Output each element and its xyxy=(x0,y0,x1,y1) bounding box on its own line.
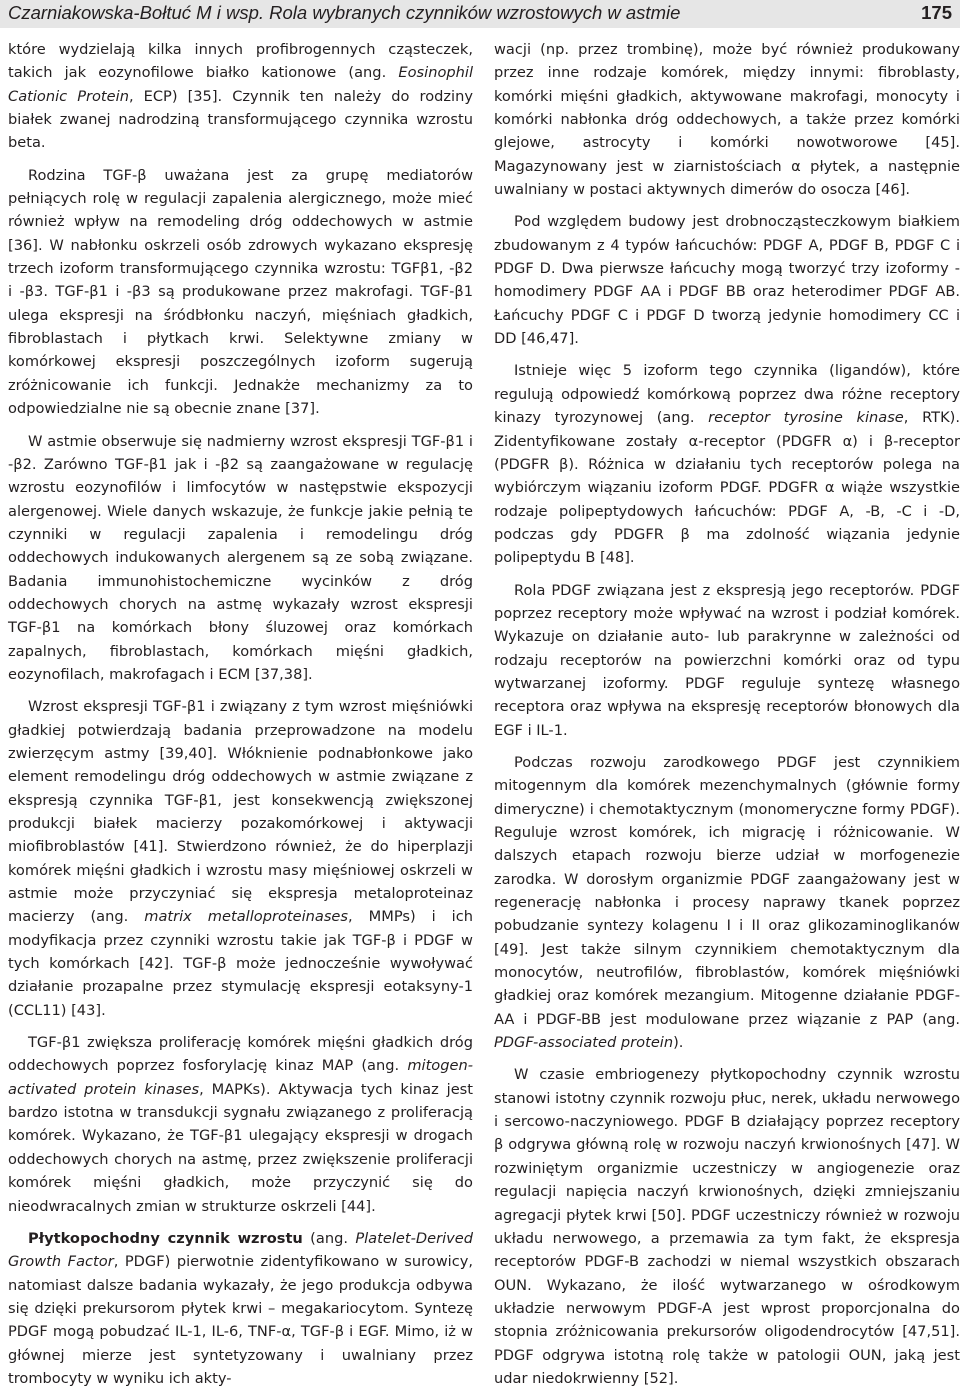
right-column xyxy=(494,38,960,1399)
paragraph-pdgf-intro: Płytkopochodny czynnik wzrostu (ang. Platelet-Derived Growth Factor, PDGF) pierwotnie zidentyfikowano w surowicy, natomiast dalsze badania wykazały, że jego produkcja odbywa się dzięki prekursorom płytek krwi – megakariocytom. Syntezę PDGF mogą pobudzać IL-1, IL-6, TNF-α, TGF-β i EGF. Mimo, iż w głównej mierze jest syntetyzowany i uwalniany przez trombocyty w wyniku ich akty- xyxy=(8,1229,474,1387)
paragraph-pdgf-receptors: Istnieje więc 5 izoform tego czynnika (ligandów), które regulują odpowiedź komórkową poprzez dwa różne receptory kinazy tyrozynowej (ang. receptor tyrosine kinase, RTK). Zidentyfikowane zostały α-receptor (PDGFR α) i β-receptor (PDGFR β). Różnica w działaniu tych receptorów polega na wybiórczym wiązaniu izoform PDGF. PDGFR α wiąże wszystkie rodzaje polipeptydowych łańcuchów: PDGF A, -B, -C i -D, podczas gdy PDGFR β ma zdolność wiązania jedynie polipeptydu B [48]. xyxy=(494,362,960,567)
paragraph-pdgf-embryogenesis: W czasie embriogenezy płytkopochodny czynnik wzrostu stanowi istotny czynnik rozwoju płuc, nerek, układu nerwowego i sercowo-naczyniowego. PDGF B działający poprzez receptory β odgrywa główną rolę w rozwoju naczyń krwionośnych [47]. W rozwiniętym organizmie uczestniczy w angiogenezie oraz regulacji napięcia naczyń krwionośnych, dzięki zmniejszaniu agregacji płytek krwi [50]. PDGF uczestniczy również w rozwoju układu nerwowego, a przemawia za tym fakt, że ekspresja receptorów PDGF-B zachodzi w niemal wszystkich obszarach OUN. Wykazano, że ilość wytwarzanego w ośrodkowym układzie nerwowym PDGF-A jest wprost proporcjonalna do stopnia zróżnicowania prekursorów oligodendrocytów [47,51]. PDGF odgrywa istotną rolę także w patologii OUN, jaką jest udar niedokrwienny [52]. xyxy=(494,1066,960,1387)
paragraph-continued: wacji (np. przez trombinę), może być również produkowany przez inne rodzaje komórek, między innymi: fibroblasty, komórki mięśni gładkich, aktywowane makrofagi, monocyty i komórki nabłonka dróg oddechowych, a także przez komórki glejowe, astrocyty i komórki nowotworowe [45]. Magazynowany jest w ziarnistościach α płytek, a następnie uwalniany w postaci aktywnych dimerów do osocza [46]. xyxy=(494,41,960,199)
running-title: Czarniakowska-Bołtuć M i wsp. Rola wybranych czynników wzrostowych w astmie xyxy=(8,2,681,23)
paragraph-continued: które wydzielają kilka innych profibrogennych cząsteczek, takich jak eozynofilowe białko kationowe (ang. Eosinophil Cationic Protein, ECP) [35]. Czynnik ten należy do rodziny białek zwanej nadrodziną transformującego czynnika wzrostu beta. xyxy=(8,41,473,152)
paragraph-pdgf-structure: Pod względem budowy jest drobnocząsteczkowym białkiem zbudowanym z 4 typów łańcuchów: PDGF A, PDGF B, PDGF C i PDGF D. Dwa pierwsze łańcuchy mogą tworzyć trzy izoformy - homodimery PDGF AA i PDGF BB oraz heterodimer PDGF AB. Łańcuchy PDGF C i PDGF D tworzą jedynie homodimery CC i DD [46,47]. xyxy=(494,213,960,348)
paragraph-tgf-remodeling: Wzrost ekspresji TGF-β1 i związany z tym wzrost mięśniówki gładkiej potwierdzają badania przeprowadzone na modelu zwierzęcym astmy [39,40]. Włóknienie podnabłonkowe jako element remodelingu dróg oddechowych w astmie związane z ekspresją czynnika TGF-β1, jest konsekwencją zwiększonej produkcji białek macierzy pozakomórkowej i aktywacji miofibroblastów [41]. Stwierdzono również, że do hiperplazji komórek mięśni gładkich i wzrostu masy mięśniowej oskrzeli w astmie może przyczyniać się ekspresja metaloproteinaz macierzy (ang. matrix metalloproteinases, MMPs) i ich modyfikacja przez czynniki wzrostu takie jak TGF-β i PDGF w tych komórkach [42]. TGF-β może jednocześnie wywoływać działanie prozapalne przez stymulację ekspresji eotaksyny-1 (CCL11) [43]. xyxy=(8,698,473,1019)
left-column xyxy=(8,38,473,1399)
paragraph-tgf-family: Rodzina TGF-β uważana jest za grupę mediatorów pełniących rolę w regulacji zapalenia alergicznego, może mieć również wpływ na remodeling dróg oddechowych w astmie [36]. W nabłonku oskrzeli osób zdrowych wykazano ekspresję trzech izoform transformującego czynnika wzrostu: TGFβ1, -β2 i -β3. TGF-β1 i -β3 są produkowane przez makrofagi. TGF-β1 ulega ekspresji na śródbłonku naczyń, mięśniach gładkich, fibroblastach i płytkach krwi. Selektywne zmiany w komórkowej ekspresji poszczególnych izoform sugerują zróżnicowanie ich funkcji. Jednakże mechanizmy za to odpowiedzialne nie są obecnie znane [37]. xyxy=(8,166,473,418)
paragraph-pdgf-development: Podczas rozwoju zarodkowego PDGF jest czynnikiem mitogennym dla komórek mezenchymalnych (głównie formy dimeryczne) i chemotaktycznym (monomeryczne formy PDGF). Reguluje wzrost komórek, ich migrację i różnicowanie. W dalszych etapach rozwoju bierze udział w morfogenezie zarodka. W dorosłym organizmie PDGF zaangażowany jest w regenerację nabłonka i procesy naprawy tkanek poprzez pobudzanie syntezy kolagenu I i II oraz glikozaminoglikanów [49]. Jest także silnym czynnikiem chemotaktycznym dla monocytów, neutrofilów, fibroblastów, komórek mięśniówki gładkiej oraz komórek mezangium. Mitogenne działanie PDGF-AA i PDGF-BB jest modulowane przez wiązanie z PAP (ang. PDGF-associated protein). xyxy=(494,753,960,1052)
page-number: 175 xyxy=(921,2,952,23)
section-heading-pdgf: Płytkopochodny czynnik wzrostu xyxy=(28,1229,303,1247)
paragraph-tgf-asthma: W astmie obserwuje się nadmierny wzrost ekspresji TGF-β1 i -β2. Zarówno TGF-β1 jak i -β2 są zaangażowane w regulację wzrostu eozynofilów i limfocytów w następstwie ekspozycji alergenowej. Wiele danych wskazuje, że funkcje jakie pełnią te czynniki w regulacji zapalenia i remodelingu dróg oddechowych indukowanych alergenem są ze sobą związane. Badania immunohistochemiczne wycinków z dróg oddechowych chorych na astmę wykazały wzrost ekspresji TGF-β1 na komórkach błony śluzowej oraz komórkach zapalnych, fibroblastach, komórkach mięśni gładkich, eozynofilach, makrofagach i ECM [37,38]. xyxy=(8,432,473,683)
paragraph-pdgf-role: Rola PDGF związana jest z ekspresją jego receptorów. PDGF poprzez receptory może wpływać na wzrost i podział komórek. Wykazuje on działanie auto- lub parakrynne w zależności od rodzaju receptorów na powierzchni komórki oraz od typu wytwarzanej izoformy. PDGF reguluje syntezę własnego receptora oraz wpływa na ekspresję receptorów błonowych dla EGF i IL-1. xyxy=(494,581,960,739)
running-header xyxy=(0,0,960,28)
paragraph-tgf-proliferation: TGF-β1 zwiększa proliferację komórek mięśni gładkich dróg oddechowych poprzez fosforylację kinaz MAP (ang. mitogen-activated protein kinases, MAPKs). Aktywacja tych kinaz jest bardzo istotna w transdukcji sygnału związanego z proliferacją komórek. Wykazano, że TGF-β1 ulegający ekspresji w drogach oddechowych chorych na astmę, przez zwiększenie proliferacji komórek mięśni gładkich, może przyczynić się do nieodwracalnych zmian w strukturze oskrzeli [44]. xyxy=(8,1034,473,1215)
